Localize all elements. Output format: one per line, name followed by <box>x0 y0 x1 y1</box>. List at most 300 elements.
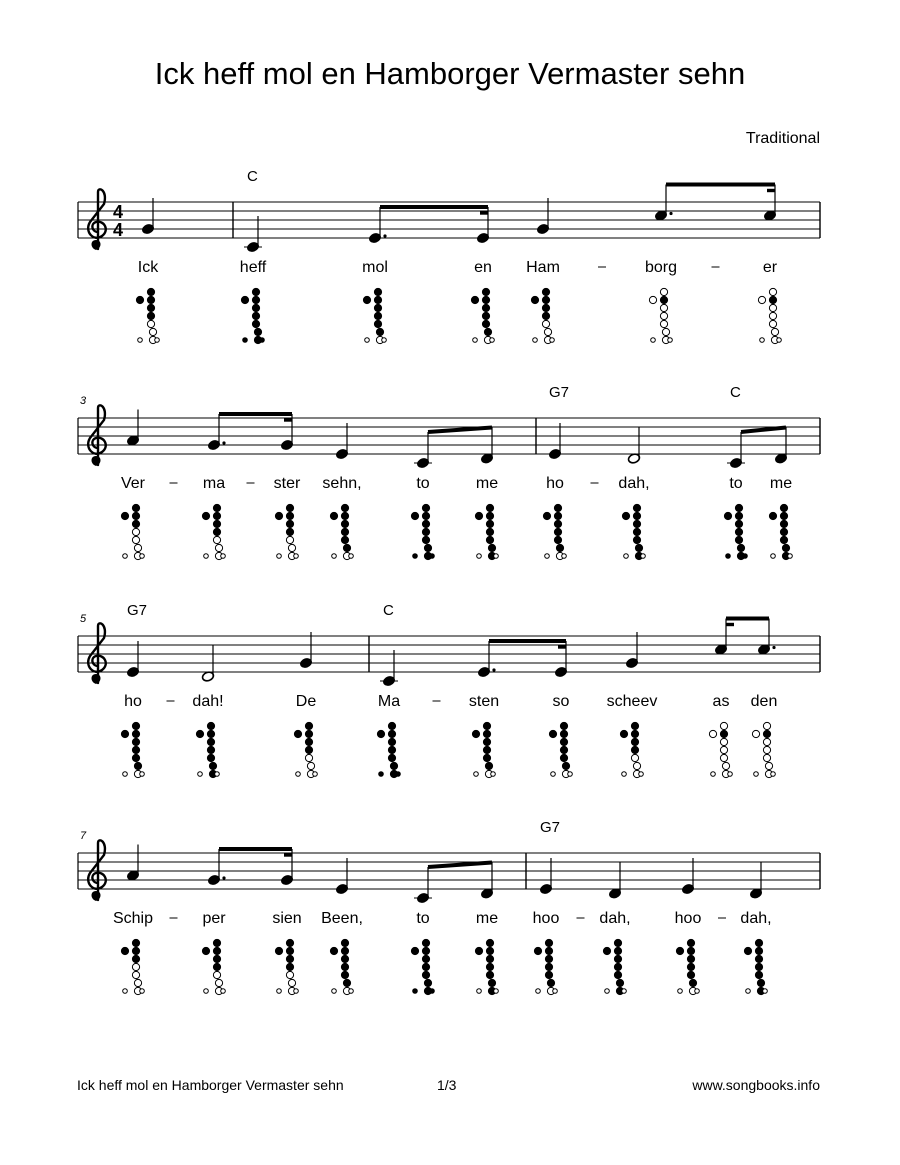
lyric-syllable: to <box>416 910 430 927</box>
staff-system-3 <box>78 602 820 778</box>
fingering-hole <box>213 947 220 954</box>
low-hole <box>140 554 145 559</box>
low-hole <box>140 772 145 777</box>
fingering-hole <box>662 328 669 335</box>
fingering-hole <box>132 504 139 511</box>
lyric-syllable: borg <box>644 259 678 276</box>
fingering-hole <box>769 288 776 295</box>
fingering-hole <box>542 312 549 319</box>
fingering-hole <box>755 971 762 978</box>
lyric-syllable: to <box>416 475 430 492</box>
thumb-hole <box>744 947 751 954</box>
low-hole <box>221 554 226 559</box>
fingering-hole <box>147 320 154 327</box>
low-hole <box>477 554 482 559</box>
fingering-hole <box>484 328 491 335</box>
fingering-hole <box>542 320 549 327</box>
low-hole <box>711 772 716 777</box>
fingering-diagram <box>676 939 699 994</box>
low-hole <box>763 989 768 994</box>
thumb-hole <box>294 730 301 737</box>
fingering-hole <box>488 979 495 986</box>
fingering-hole <box>542 288 549 295</box>
thumb-hole <box>411 947 418 954</box>
fingering-hole <box>554 504 561 511</box>
low-hole <box>678 989 683 994</box>
thumb-hole <box>534 947 541 954</box>
fingering-hole <box>735 536 742 543</box>
lyric-syllable: er <box>762 259 778 276</box>
fingering-hole <box>213 939 220 946</box>
low-hole <box>430 554 435 559</box>
fingering-hole <box>307 762 314 769</box>
thumb-hole <box>676 947 683 954</box>
lyric-syllable: scheev <box>606 693 658 710</box>
fingering-hole <box>132 746 139 753</box>
fingering-hole <box>545 947 552 954</box>
low-hole <box>641 554 646 559</box>
fingering-hole <box>763 746 770 753</box>
fingering-hole <box>134 979 141 986</box>
fingering-hole <box>286 963 293 970</box>
measure-number: 7 <box>80 830 87 842</box>
lyric-syllable: Schip <box>112 910 154 927</box>
fingering-hole <box>755 963 762 970</box>
low-hole <box>396 772 401 777</box>
fingering-hole <box>542 304 549 311</box>
lyric-syllable: den <box>750 693 778 710</box>
low-hole <box>491 772 496 777</box>
low-hole <box>198 772 203 777</box>
low-hole <box>639 772 644 777</box>
low-hole <box>668 338 673 343</box>
thumb-hole <box>709 730 716 737</box>
fingering-hole <box>341 939 348 946</box>
fingering-hole <box>486 536 493 543</box>
low-hole <box>204 554 209 559</box>
fingering-hole <box>631 730 638 737</box>
fingering-hole <box>720 738 727 745</box>
fingering-hole <box>388 746 395 753</box>
fingering-hole <box>422 947 429 954</box>
fingering-hole <box>614 955 621 962</box>
fingering-diagram <box>724 504 747 559</box>
fingering-hole <box>554 536 561 543</box>
low-hole <box>155 338 160 343</box>
fingering-hole <box>735 504 742 511</box>
fingering-hole <box>132 536 139 543</box>
fingering-hole <box>132 947 139 954</box>
fingering-hole <box>560 746 567 753</box>
fingering-hole <box>252 312 259 319</box>
fingering-diagram <box>475 504 498 559</box>
fingering-hole <box>722 762 729 769</box>
chord-symbol: C <box>383 602 394 619</box>
thumb-hole <box>202 947 209 954</box>
fingering-hole <box>132 520 139 527</box>
augmentation-dot <box>222 441 225 444</box>
fingering-hole <box>735 512 742 519</box>
fingering-diagram <box>241 288 264 343</box>
low-hole <box>365 338 370 343</box>
low-hole <box>382 338 387 343</box>
low-hole <box>349 554 354 559</box>
fingering-diagram <box>275 504 298 559</box>
fingering-hole <box>769 296 776 303</box>
fingering-hole <box>286 512 293 519</box>
fingering-hole <box>147 304 154 311</box>
fingering-hole <box>388 754 395 761</box>
time-signature-top: 4 <box>112 202 124 222</box>
low-hole <box>743 554 748 559</box>
lyric-syllable: Ma <box>377 693 401 710</box>
lyric-syllable: De <box>295 693 317 710</box>
fingering-hole <box>286 520 293 527</box>
fingering-hole <box>341 536 348 543</box>
fingering-hole <box>422 963 429 970</box>
fingering-hole <box>388 730 395 737</box>
fingering-hole <box>720 754 727 761</box>
low-hole <box>553 989 558 994</box>
fingering-hole <box>780 504 787 511</box>
low-hole <box>533 338 538 343</box>
fingering-diagram <box>620 722 643 777</box>
fingering-diagram <box>330 504 353 559</box>
fingering-hole <box>252 320 259 327</box>
fingering-diagram <box>531 288 554 343</box>
fingering-hole <box>488 544 495 551</box>
time-signature-bottom: 4 <box>112 220 124 240</box>
low-hole <box>138 338 143 343</box>
chord-symbol: C <box>247 168 258 185</box>
footer-title: Ick heff mol en Hamborger Vermaster sehn <box>77 1077 344 1093</box>
fingering-hole <box>631 754 638 761</box>
fingering-hole <box>483 730 490 737</box>
fingering-diagram <box>121 722 144 777</box>
lyric-syllable: Been, <box>321 910 363 927</box>
fingering-hole <box>341 504 348 511</box>
low-hole <box>123 772 128 777</box>
fingering-diagram <box>411 504 434 559</box>
fingering-diagram <box>769 504 792 559</box>
fingering-hole <box>545 971 552 978</box>
lyric-syllable: ho <box>124 693 142 710</box>
augmentation-dot <box>222 876 225 879</box>
fingering-hole <box>687 955 694 962</box>
low-hole <box>536 989 541 994</box>
low-hole <box>379 772 384 777</box>
fingering-hole <box>213 512 220 519</box>
thumb-hole <box>196 730 203 737</box>
thumb-hole <box>620 730 627 737</box>
thumb-hole <box>136 296 143 303</box>
staff-system-1 <box>78 168 820 344</box>
low-hole <box>771 554 776 559</box>
lyric-syllable: me <box>475 475 499 492</box>
fingering-hole <box>286 939 293 946</box>
fingering-diagram <box>121 939 144 994</box>
fingering-hole <box>482 296 489 303</box>
lyric-syllable: as <box>712 693 730 710</box>
lyric-syllable: sten <box>468 693 500 710</box>
fingering-hole <box>424 544 431 551</box>
low-hole <box>622 772 627 777</box>
fingering-hole <box>286 528 293 535</box>
fingering-hole <box>305 730 312 737</box>
augmentation-dot <box>669 212 672 215</box>
fingering-hole <box>735 520 742 527</box>
fingering-hole <box>631 738 638 745</box>
fingering-hole <box>341 947 348 954</box>
fingering-hole <box>422 520 429 527</box>
thumb-hole <box>202 512 209 519</box>
footer-website: www.songbooks.info <box>692 1077 820 1093</box>
low-hole <box>221 989 226 994</box>
fingering-hole <box>633 762 640 769</box>
low-hole <box>651 338 656 343</box>
low-hole <box>545 554 550 559</box>
low-hole <box>204 989 209 994</box>
fingering-hole <box>560 730 567 737</box>
fingering-hole <box>207 754 214 761</box>
low-hole <box>332 554 337 559</box>
fingering-hole <box>782 544 789 551</box>
thumb-hole <box>330 512 337 519</box>
fingering-hole <box>132 730 139 737</box>
fingering-hole <box>763 730 770 737</box>
fingering-hole <box>542 296 549 303</box>
fingering-hole <box>213 504 220 511</box>
fingering-hole <box>614 947 621 954</box>
fingering-hole <box>483 754 490 761</box>
fingering-diagram <box>377 722 400 777</box>
fingering-hole <box>780 512 787 519</box>
fingering-hole <box>545 955 552 962</box>
lyric-syllable: Ick <box>137 259 159 276</box>
chord-symbol: G7 <box>540 819 561 836</box>
fingering-hole <box>254 328 261 335</box>
fingering-hole <box>213 520 220 527</box>
low-hole <box>746 989 751 994</box>
fingering-hole <box>689 979 696 986</box>
fingering-hole <box>207 738 214 745</box>
fingering-hole <box>286 947 293 954</box>
fingering-hole <box>554 520 561 527</box>
fingering-hole <box>556 544 563 551</box>
staff-system-2 <box>78 384 820 560</box>
fingering-hole <box>288 544 295 551</box>
fingering-hole <box>147 312 154 319</box>
fingering-hole <box>560 754 567 761</box>
low-hole <box>695 989 700 994</box>
low-hole <box>294 554 299 559</box>
lyric-syllable: ster <box>273 475 301 492</box>
fingering-diagram <box>534 939 557 994</box>
fingering-hole <box>769 320 776 327</box>
fingering-diagram <box>549 722 572 777</box>
thumb-hole <box>241 296 248 303</box>
fingering-hole <box>422 528 429 535</box>
low-hole <box>123 554 128 559</box>
thumb-hole <box>769 512 776 519</box>
lyric-syllable: per <box>202 910 226 927</box>
lyric-syllable: dah, <box>599 910 631 927</box>
fingering-hole <box>735 528 742 535</box>
thumb-hole <box>121 947 128 954</box>
fingering-hole <box>213 536 220 543</box>
augmentation-dot <box>492 668 495 671</box>
fingering-hole <box>422 512 429 519</box>
fingering-hole <box>424 979 431 986</box>
fingering-hole <box>485 762 492 769</box>
lyric-syllable: to <box>729 475 743 492</box>
fingering-hole <box>252 296 259 303</box>
fingering-hole <box>388 722 395 729</box>
fingering-hole <box>147 288 154 295</box>
thumb-hole <box>330 947 337 954</box>
fingering-diagram <box>363 288 386 343</box>
chord-symbol: C <box>730 384 741 401</box>
fingering-hole <box>132 528 139 535</box>
low-hole <box>260 338 265 343</box>
fingering-hole <box>486 947 493 954</box>
fingering-hole <box>660 320 667 327</box>
low-hole <box>605 989 610 994</box>
fingering-diagram <box>136 288 159 343</box>
fingering-hole <box>422 955 429 962</box>
fingering-hole <box>687 947 694 954</box>
lyric-syllable: en <box>474 259 492 276</box>
treble-clef-icon <box>88 623 106 683</box>
fingering-diagram <box>744 939 767 994</box>
fingering-hole <box>755 947 762 954</box>
fingering-hole <box>547 979 554 986</box>
thumb-hole <box>603 947 610 954</box>
thumb-hole <box>411 512 418 519</box>
lyric-syllable: ma <box>202 475 226 492</box>
fingering-hole <box>374 320 381 327</box>
fingering-hole <box>486 971 493 978</box>
fingering-hole <box>486 504 493 511</box>
fingering-hole <box>560 738 567 745</box>
fingering-hole <box>483 746 490 753</box>
low-hole <box>477 989 482 994</box>
low-hole <box>430 989 435 994</box>
low-hole <box>760 338 765 343</box>
fingering-diagram <box>603 939 626 994</box>
fingering-diagram <box>330 939 353 994</box>
fingering-hole <box>390 762 397 769</box>
fingering-hole <box>252 304 259 311</box>
thumb-hole <box>752 730 759 737</box>
low-hole <box>622 989 627 994</box>
fingering-hole <box>341 963 348 970</box>
fingering-hole <box>374 288 381 295</box>
low-hole <box>494 989 499 994</box>
fingering-hole <box>780 528 787 535</box>
fingering-hole <box>483 738 490 745</box>
fingering-hole <box>286 955 293 962</box>
fingering-diagram <box>471 288 494 343</box>
fingering-hole <box>486 955 493 962</box>
fingering-hole <box>635 544 642 551</box>
composer-credit: Traditional <box>745 130 820 147</box>
fingering-hole <box>341 520 348 527</box>
fingering-hole <box>483 722 490 729</box>
low-hole <box>728 772 733 777</box>
lyric-syllable: Ham <box>526 259 560 276</box>
fingering-hole <box>252 288 259 295</box>
fingering-diagram <box>294 722 317 777</box>
low-hole <box>550 338 555 343</box>
lyric-syllable: hoo <box>532 910 560 927</box>
lyric-syllable: dah, <box>740 910 772 927</box>
fingering-hole <box>720 746 727 753</box>
lyric-syllable: ho <box>546 475 564 492</box>
chord-symbol: G7 <box>127 602 148 619</box>
lyric-syllable: sien <box>272 910 302 927</box>
thumb-hole <box>475 947 482 954</box>
fingering-hole <box>341 512 348 519</box>
measure-number: 5 <box>80 613 87 625</box>
fingering-hole <box>207 730 214 737</box>
fingering-hole <box>209 762 216 769</box>
fingering-hole <box>544 328 551 335</box>
treble-clef-icon <box>88 405 106 465</box>
thumb-hole <box>377 730 384 737</box>
fingering-hole <box>780 520 787 527</box>
fingering-diagram <box>202 939 225 994</box>
lyric-syllable: dah! <box>192 693 224 710</box>
fingering-diagram <box>709 722 732 777</box>
thumb-hole <box>472 730 479 737</box>
fingering-hole <box>376 328 383 335</box>
note-beam <box>741 428 786 433</box>
fingering-hole <box>614 971 621 978</box>
fingering-hole <box>132 955 139 962</box>
thumb-hole <box>275 512 282 519</box>
fingering-diagram <box>472 722 495 777</box>
low-hole <box>243 338 248 343</box>
fingering-hole <box>765 762 772 769</box>
fingering-hole <box>305 738 312 745</box>
fingering-hole <box>134 762 141 769</box>
low-hole <box>313 772 318 777</box>
fingering-hole <box>374 296 381 303</box>
thumb-hole <box>121 512 128 519</box>
fingering-hole <box>341 971 348 978</box>
low-hole <box>140 989 145 994</box>
fingering-hole <box>132 963 139 970</box>
fingering-hole <box>763 722 770 729</box>
low-hole <box>474 772 479 777</box>
fingering-hole <box>660 296 667 303</box>
augmentation-dot <box>383 234 386 237</box>
fingering-diagram <box>411 939 434 994</box>
fingering-hole <box>486 520 493 527</box>
low-hole <box>473 338 478 343</box>
low-hole <box>726 554 731 559</box>
low-hole <box>294 989 299 994</box>
fingering-hole <box>213 963 220 970</box>
fingering-diagram <box>121 504 144 559</box>
lyric-syllable: dah, <box>618 475 650 492</box>
fingering-hole <box>660 312 667 319</box>
fingering-hole <box>631 746 638 753</box>
low-hole <box>123 989 128 994</box>
lyric-syllable: mol <box>362 259 388 276</box>
fingering-hole <box>422 504 429 511</box>
